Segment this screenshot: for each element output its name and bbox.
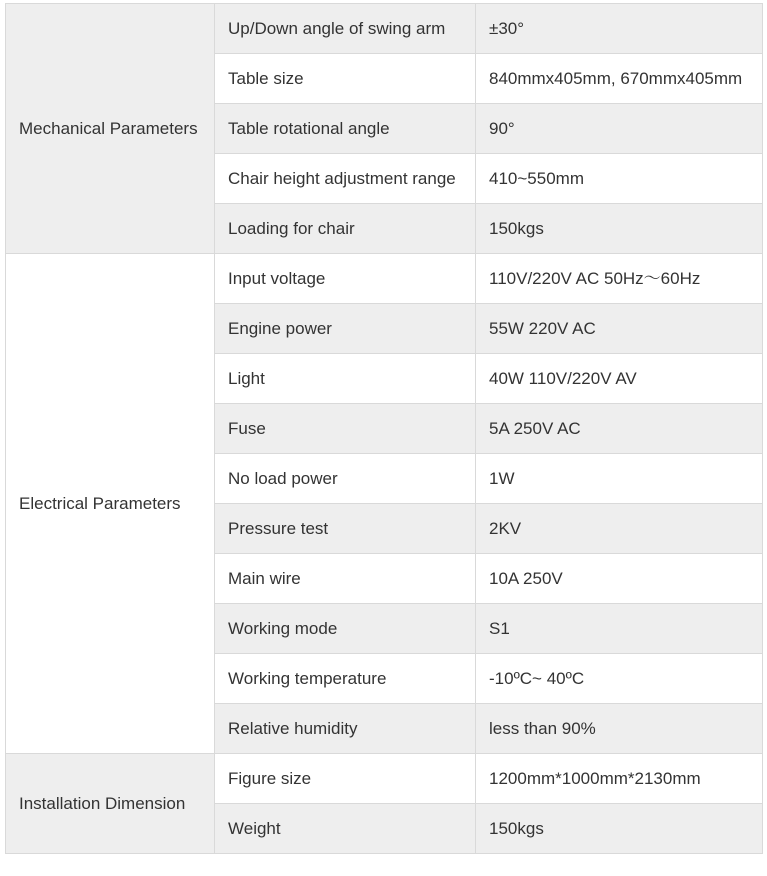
param-value: 90° (476, 104, 763, 154)
table-row (6, 254, 763, 304)
param-value: ±30° (476, 4, 763, 54)
param-name: Working temperature (215, 654, 476, 704)
param-name: Engine power (215, 304, 476, 354)
param-value: 150kgs (476, 204, 763, 254)
param-name: Input voltage (215, 254, 476, 304)
table-row (6, 754, 763, 804)
param-name: Pressure test (215, 504, 476, 554)
param-name: Main wire (215, 554, 476, 604)
param-value: 840mmx405mm, 670mmx405mm (476, 54, 763, 104)
param-name: Up/Down angle of swing arm (215, 4, 476, 54)
param-name: Relative humidity (215, 704, 476, 754)
param-value: 40W 110V/220V AV (476, 354, 763, 404)
param-name: Weight (215, 804, 476, 854)
group-label-electrical: Electrical Parameters (6, 254, 215, 754)
param-name: Light (215, 354, 476, 404)
param-name: No load power (215, 454, 476, 504)
param-value: 5A 250V AC (476, 404, 763, 454)
group-label-mechanical: Mechanical Parameters (6, 4, 215, 254)
param-name: Table size (215, 54, 476, 104)
param-value: 1200mm*1000mm*2130mm (476, 754, 763, 804)
param-name: Figure size (215, 754, 476, 804)
param-name: Chair height adjustment range (215, 154, 476, 204)
group-label-installation: Installation Dimension (6, 754, 215, 854)
specifications-table (5, 3, 763, 854)
param-value: 110V/220V AC 50Hz～60Hz (476, 254, 763, 304)
param-value: S1 (476, 604, 763, 654)
param-value: 150kgs (476, 804, 763, 854)
table-row (6, 4, 763, 54)
param-name: Loading for chair (215, 204, 476, 254)
param-value: 10A 250V (476, 554, 763, 604)
specifications-table-body (6, 4, 763, 854)
param-value: 2KV (476, 504, 763, 554)
param-value: 55W 220V AC (476, 304, 763, 354)
param-value: 1W (476, 454, 763, 504)
param-name: Table rotational angle (215, 104, 476, 154)
param-value: less than 90% (476, 704, 763, 754)
param-name: Working mode (215, 604, 476, 654)
param-value: 410~550mm (476, 154, 763, 204)
param-value: -10ºC~ 40ºC (476, 654, 763, 704)
param-name: Fuse (215, 404, 476, 454)
